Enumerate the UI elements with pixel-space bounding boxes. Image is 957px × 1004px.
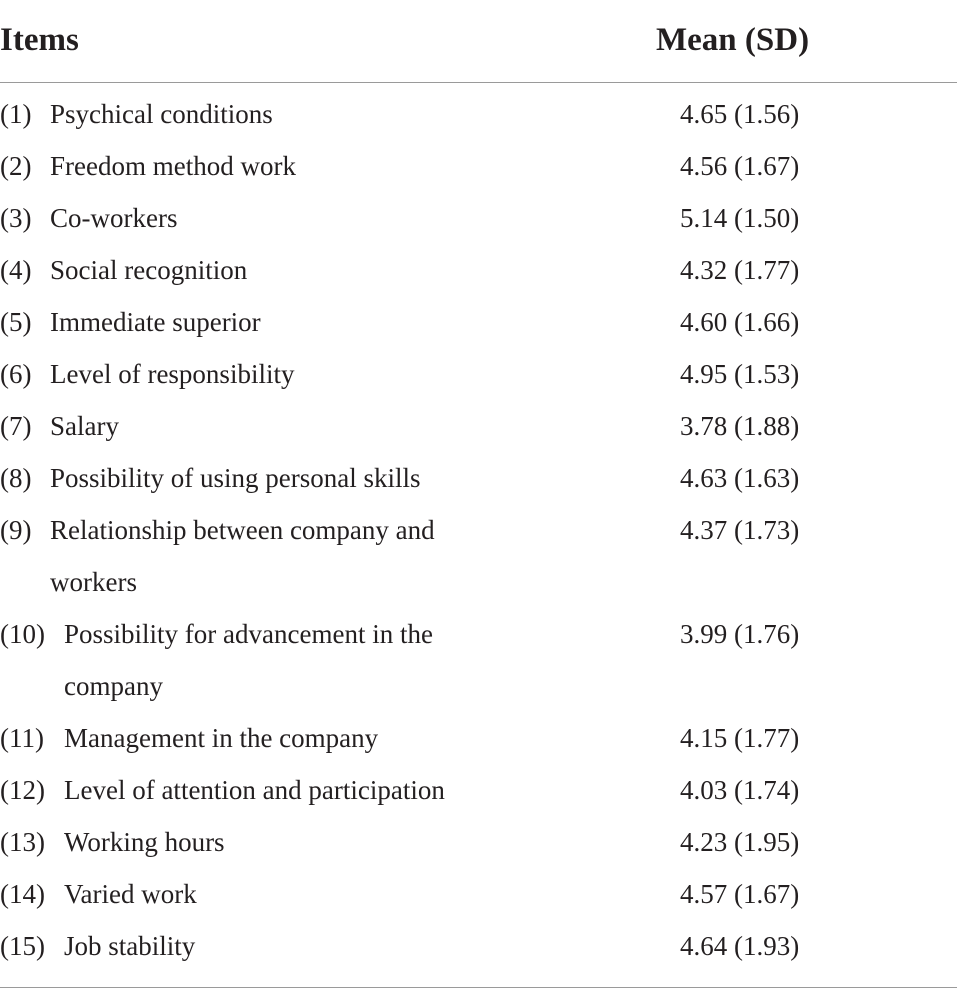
item-number: (11) [0,723,44,753]
item-label: Co-workers [50,203,178,233]
item-mean-sd: 4.56 (1.67) [680,151,800,181]
item-label: Relationship between company and workers [50,515,435,597]
table-header [0,0,957,83]
table-row [0,816,957,868]
table-row [0,712,957,764]
column-header-mean-sd: Mean (SD) [656,22,810,58]
table-row [0,608,957,712]
item-mean-sd: 4.15 (1.77) [680,723,800,753]
table-row [0,296,957,348]
item-number: (15) [0,931,45,961]
item-mean-sd: 3.78 (1.88) [680,411,800,441]
item-number: (9) [0,515,32,545]
item-mean-sd: 4.57 (1.67) [680,879,800,909]
item-label: Job stability [64,931,196,961]
item-number: (7) [0,411,32,441]
item-number: (1) [0,99,32,129]
item-mean-sd: 4.60 (1.66) [680,307,800,337]
item-mean-sd: 4.03 (1.74) [680,775,800,805]
item-mean-sd: 4.64 (1.93) [680,931,800,961]
item-label: Possibility of using personal skills [50,463,421,493]
item-label: Varied work [64,879,197,909]
table-row [0,868,957,920]
table-row [0,400,957,452]
table-row [0,244,957,296]
item-label: Level of attention and participation [64,775,445,805]
item-mean-sd: 5.14 (1.50) [680,203,800,233]
item-mean-sd: 4.23 (1.95) [680,827,800,857]
item-number: (3) [0,203,32,233]
item-label: Immediate superior [50,307,261,337]
item-label: Working hours [64,827,225,857]
item-mean-sd: 4.95 (1.53) [680,359,800,389]
table-row [0,452,957,504]
item-mean-sd: 4.32 (1.77) [680,255,800,285]
item-label: Social recognition [50,255,248,285]
item-number: (13) [0,827,45,857]
item-label: Possibility for advancement in the company [64,619,433,701]
table-row [0,192,957,244]
item-label: Management in the company [64,723,379,753]
item-number: (10) [0,619,45,649]
table-body [0,83,957,972]
item-number: (12) [0,775,45,805]
item-label: Psychical conditions [50,99,273,129]
item-label: Level of responsibility [50,359,295,389]
table-bottom-rule [0,987,957,988]
column-header-items: Items [0,22,79,58]
item-mean-sd: 4.37 (1.73) [680,515,800,545]
table-row [0,920,957,972]
item-number: (8) [0,463,32,493]
table-row [0,88,957,140]
item-mean-sd: 4.63 (1.63) [680,463,800,493]
item-number: (4) [0,255,32,285]
item-label: Freedom method work [50,151,296,181]
item-mean-sd: 4.65 (1.56) [680,99,800,129]
item-number: (6) [0,359,32,389]
item-mean-sd: 3.99 (1.76) [680,619,800,649]
table-row [0,348,957,400]
table-row [0,140,957,192]
table-row [0,764,957,816]
table-row [0,504,957,608]
item-label: Salary [50,411,119,441]
item-number: (5) [0,307,32,337]
item-number: (2) [0,151,32,181]
item-number: (14) [0,879,45,909]
